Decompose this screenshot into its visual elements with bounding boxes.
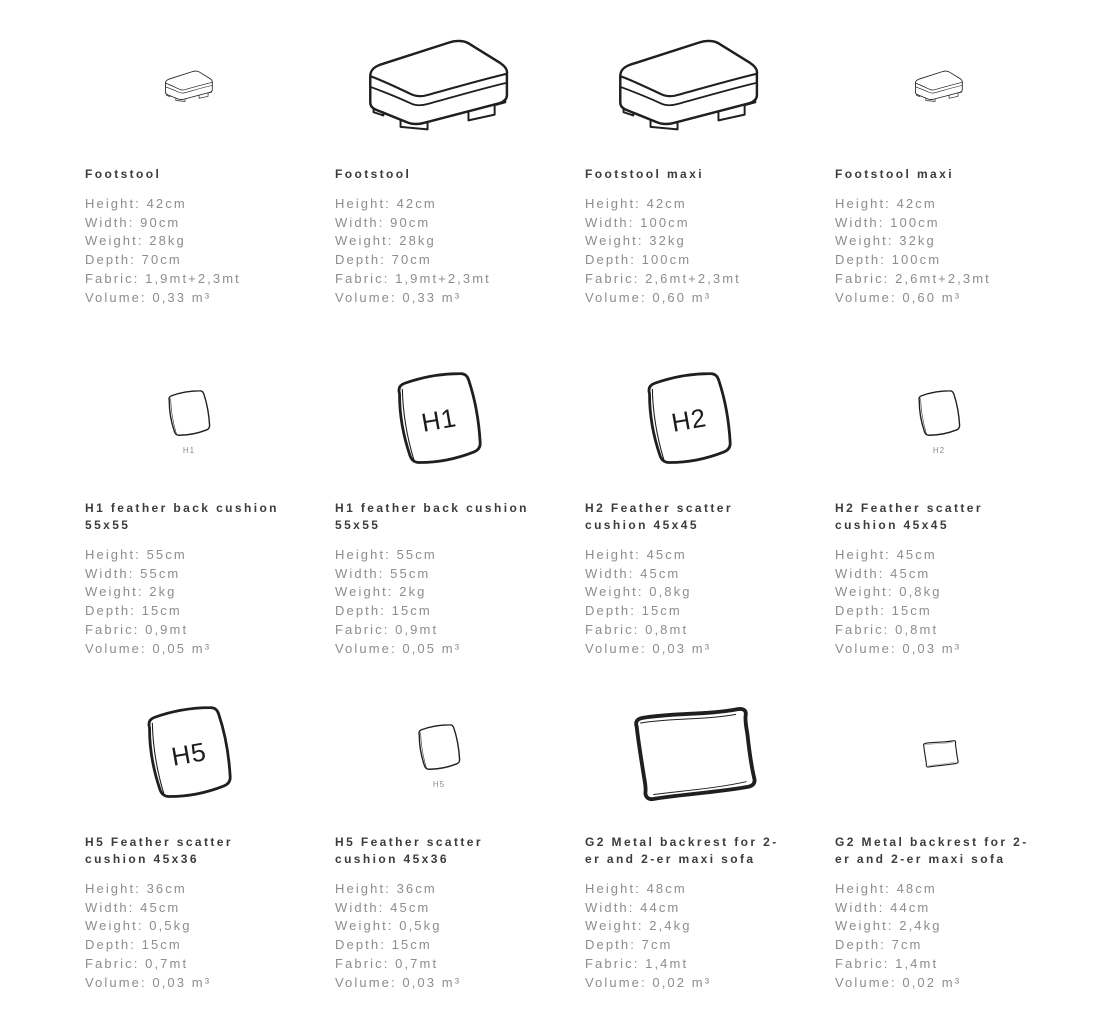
spec-list xyxy=(335,195,543,307)
cushion-code-label: H1 xyxy=(418,401,459,438)
product-figure xyxy=(585,346,793,494)
product-card xyxy=(835,12,1085,346)
spec-list xyxy=(835,546,1043,658)
product-card xyxy=(85,346,335,680)
product-title: H1 feather back cushion 55x55 xyxy=(85,501,279,532)
figure-wrap xyxy=(911,386,967,442)
spec-width: Width: 100cm xyxy=(835,214,940,230)
spec-list xyxy=(835,880,1043,992)
product-card xyxy=(835,680,1085,1014)
product-title: Footstool xyxy=(335,167,412,181)
spec-fabric: Fabric: 1,9mt+2,3mt xyxy=(85,270,241,286)
product-card xyxy=(335,680,585,1014)
product-card xyxy=(585,680,835,1014)
cushion-code-label: H2 xyxy=(668,401,709,438)
spec-fabric: Fabric: 2,6mt+2,3mt xyxy=(835,270,991,286)
spec-volume: Volume: 0,03 m³ xyxy=(85,974,212,990)
spec-list xyxy=(585,195,793,307)
product-card xyxy=(585,346,835,680)
cushion-illustration xyxy=(911,386,967,442)
spec-width: Width: 90cm xyxy=(335,214,431,230)
product-card xyxy=(335,346,585,680)
spec-volume: Volume: 0,05 m³ xyxy=(85,640,212,656)
cushion-code-label: H5 xyxy=(168,735,209,772)
product-figure xyxy=(335,346,543,494)
product-title: H1 feather back cushion 55x55 xyxy=(335,501,529,532)
product-figure xyxy=(85,12,293,160)
spec-width: Width: 44cm xyxy=(585,899,681,915)
spec-width: Width: 55cm xyxy=(85,565,181,581)
product-title: Footstool xyxy=(85,167,162,181)
figure-wrap xyxy=(599,32,779,140)
spec-volume: Volume: 0,33 m³ xyxy=(85,289,212,305)
product-title: H5 Feather scatter cushion 45x36 xyxy=(85,835,233,866)
spec-weight: Weight: 32kg xyxy=(835,233,936,249)
spec-fabric: Fabric: 0,7mt xyxy=(335,955,439,971)
figure-wrap xyxy=(411,720,467,776)
spec-width: Width: 45cm xyxy=(585,565,681,581)
product-title: H2 Feather scatter cushion 45x45 xyxy=(835,501,983,532)
spec-weight: Weight: 0,8kg xyxy=(835,584,942,600)
product-figure xyxy=(335,680,543,828)
spec-depth: Depth: 100cm xyxy=(835,252,942,268)
spec-list xyxy=(85,195,293,307)
spec-width: Width: 45cm xyxy=(835,565,931,581)
spec-depth: Depth: 15cm xyxy=(85,603,182,619)
spec-height: Height: 42cm xyxy=(335,196,437,211)
cushion-illustration xyxy=(411,720,467,776)
spec-fabric: Fabric: 0,7mt xyxy=(85,955,189,971)
spec-weight: Weight: 0,5kg xyxy=(85,918,192,934)
figure-wrap xyxy=(614,703,764,806)
spec-weight: Weight: 2kg xyxy=(335,584,427,600)
spec-volume: Volume: 0,03 m³ xyxy=(335,974,462,990)
spec-depth: Depth: 15cm xyxy=(335,603,432,619)
spec-list xyxy=(835,195,1043,307)
spec-weight: Weight: 32kg xyxy=(585,233,686,249)
spec-fabric: Fabric: 0,9mt xyxy=(85,621,189,637)
spec-volume: Volume: 0,60 m³ xyxy=(585,289,712,305)
backrest-illustration xyxy=(917,739,961,769)
spec-list xyxy=(85,880,293,992)
spec-width: Width: 90cm xyxy=(85,214,181,230)
spec-width: Width: 45cm xyxy=(335,899,431,915)
spec-volume: Volume: 0,02 m³ xyxy=(835,974,962,990)
spec-height: Height: 45cm xyxy=(585,547,687,562)
spec-weight: Weight: 0,5kg xyxy=(335,918,442,934)
product-card xyxy=(85,12,335,346)
spec-list xyxy=(85,546,293,658)
product-card xyxy=(835,346,1085,680)
product-card xyxy=(85,680,335,1014)
spec-volume: Volume: 0,03 m³ xyxy=(835,640,962,656)
product-figure xyxy=(585,12,793,160)
spec-volume: Volume: 0,60 m³ xyxy=(835,289,962,305)
spec-weight: Weight: 0,8kg xyxy=(585,584,692,600)
footstool-illustration xyxy=(908,68,970,105)
spec-list xyxy=(335,546,543,658)
product-title: H5 Feather scatter cushion 45x36 xyxy=(335,835,483,866)
spec-height: Height: 55cm xyxy=(335,547,437,562)
spec-volume: Volume: 0,33 m³ xyxy=(335,289,462,305)
figure-wrap xyxy=(158,68,220,105)
spec-depth: Depth: 70cm xyxy=(335,252,432,268)
footstool-illustration xyxy=(599,32,779,140)
spec-depth: Depth: 7cm xyxy=(835,937,923,953)
figure-wrap xyxy=(349,32,529,140)
figure-wrap xyxy=(908,68,970,105)
figure-caption: H1 xyxy=(182,445,196,455)
spec-volume: Volume: 0,05 m³ xyxy=(335,640,462,656)
figure-caption: H2 xyxy=(932,445,946,455)
spec-weight: Weight: 28kg xyxy=(335,233,436,249)
spec-depth: Depth: 70cm xyxy=(85,252,182,268)
spec-list xyxy=(585,546,793,658)
spec-depth: Depth: 15cm xyxy=(835,603,932,619)
product-figure xyxy=(585,680,793,828)
spec-height: Height: 42cm xyxy=(585,196,687,211)
product-figure xyxy=(835,680,1043,828)
spec-list xyxy=(335,880,543,992)
product-title: Footstool maxi xyxy=(585,167,704,181)
product-title: H2 Feather scatter cushion 45x45 xyxy=(585,501,733,532)
spec-fabric: Fabric: 0,8mt xyxy=(835,621,939,637)
product-card xyxy=(585,12,835,346)
spec-width: Width: 55cm xyxy=(335,565,431,581)
product-figure xyxy=(835,346,1043,494)
figure-wrap xyxy=(917,739,961,769)
spec-width: Width: 44cm xyxy=(835,899,931,915)
footstool-illustration xyxy=(349,32,529,140)
spec-depth: Depth: 15cm xyxy=(585,603,682,619)
figure-wrap xyxy=(133,698,245,810)
spec-fabric: Fabric: 1,9mt+2,3mt xyxy=(335,270,491,286)
spec-height: Height: 42cm xyxy=(835,196,937,211)
product-title: G2 Metal backrest for 2-er and 2-er maxi sofa xyxy=(835,835,1029,866)
spec-fabric: Fabric: 0,8mt xyxy=(585,621,689,637)
spec-depth: Depth: 15cm xyxy=(85,937,182,953)
spec-list xyxy=(585,880,793,992)
cushion-illustration xyxy=(161,386,217,442)
spec-height: Height: 42cm xyxy=(85,196,187,211)
product-card xyxy=(335,12,585,346)
spec-depth: Depth: 7cm xyxy=(585,937,673,953)
spec-height: Height: 45cm xyxy=(835,547,937,562)
product-figure xyxy=(85,346,293,494)
product-title: Footstool maxi xyxy=(835,167,954,181)
spec-height: Height: 48cm xyxy=(835,881,937,896)
spec-weight: Weight: 2,4kg xyxy=(835,918,942,934)
spec-volume: Volume: 0,02 m³ xyxy=(585,974,712,990)
figure-wrap xyxy=(161,386,217,442)
product-figure xyxy=(85,680,293,828)
spec-fabric: Fabric: 2,6mt+2,3mt xyxy=(585,270,741,286)
product-title: G2 Metal backrest for 2-er and 2-er maxi sofa xyxy=(585,835,779,866)
spec-fabric: Fabric: 1,4mt xyxy=(835,955,939,971)
spec-fabric: Fabric: 1,4mt xyxy=(585,955,689,971)
spec-fabric: Fabric: 0,9mt xyxy=(335,621,439,637)
spec-height: Height: 36cm xyxy=(85,881,187,896)
spec-depth: Depth: 100cm xyxy=(585,252,692,268)
spec-width: Width: 45cm xyxy=(85,899,181,915)
spec-weight: Weight: 2,4kg xyxy=(585,918,692,934)
footstool-illustration xyxy=(158,68,220,105)
spec-depth: Depth: 15cm xyxy=(335,937,432,953)
product-figure xyxy=(335,12,543,160)
spec-weight: Weight: 2kg xyxy=(85,584,177,600)
figure-wrap xyxy=(633,364,745,476)
spec-height: Height: 48cm xyxy=(585,881,687,896)
spec-width: Width: 100cm xyxy=(585,214,690,230)
backrest-illustration xyxy=(614,703,764,806)
figure-wrap xyxy=(383,364,495,476)
figure-caption: H5 xyxy=(432,779,446,789)
spec-height: Height: 55cm xyxy=(85,547,187,562)
spec-weight: Weight: 28kg xyxy=(85,233,186,249)
product-figure xyxy=(835,12,1043,160)
spec-volume: Volume: 0,03 m³ xyxy=(585,640,712,656)
spec-height: Height: 36cm xyxy=(335,881,437,896)
